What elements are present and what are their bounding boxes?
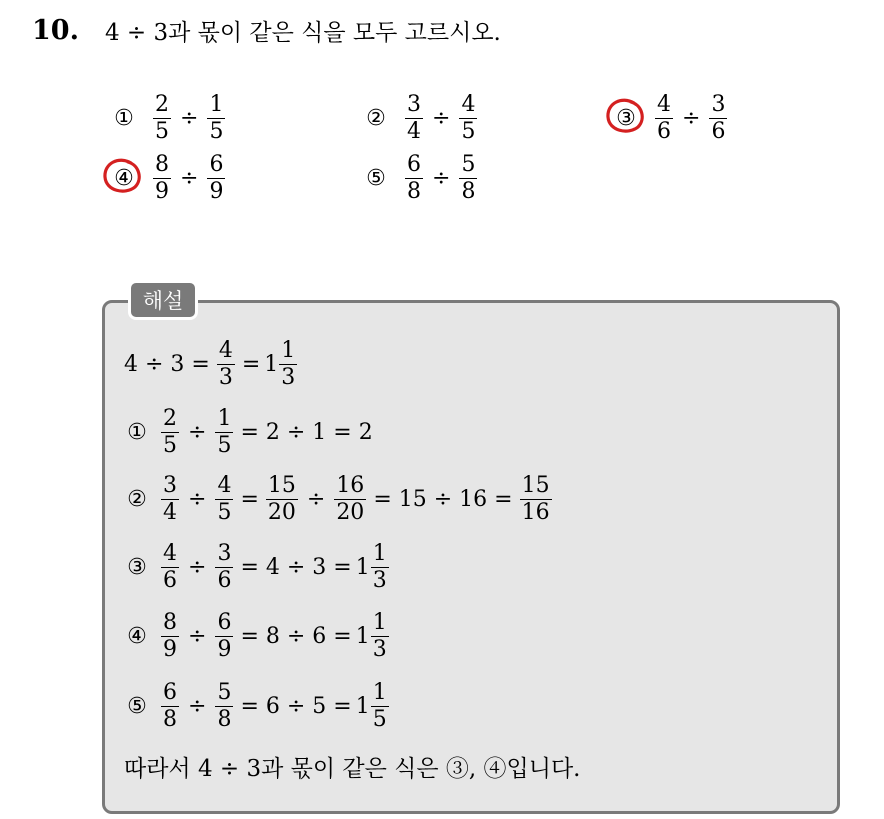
numerator: 4	[218, 338, 233, 363]
fraction	[334, 473, 366, 526]
divide-sign: ÷	[188, 420, 207, 445]
denominator: 3	[372, 568, 387, 593]
divide-sign: ÷	[188, 624, 207, 649]
numerator: 16	[336, 473, 365, 498]
numerator: 1	[372, 680, 387, 705]
fraction	[161, 610, 179, 663]
denominator: 5	[209, 119, 224, 144]
choice-2-mark: ②	[366, 106, 386, 131]
denominator: 5	[372, 707, 387, 732]
whole-part: 1	[264, 352, 279, 377]
solution-line-4	[124, 610, 392, 663]
choice-3[interactable]	[612, 92, 730, 145]
fraction	[459, 92, 477, 145]
denominator: 20	[267, 500, 296, 525]
fraction	[405, 152, 423, 205]
whole-part: 1	[355, 555, 370, 580]
denominator: 4	[407, 119, 421, 144]
equation-text: =	[241, 352, 261, 377]
divide-sign: ÷	[432, 166, 451, 191]
numerator: 15	[267, 473, 296, 498]
divide-sign: ÷	[188, 555, 207, 580]
numerator: 4	[163, 541, 177, 566]
numerator: 5	[217, 680, 232, 705]
fraction	[215, 680, 233, 733]
equation-text: = 4 ÷ 3 =	[240, 555, 352, 580]
fraction	[207, 92, 225, 145]
solution-line-3	[124, 541, 392, 594]
fraction	[217, 338, 235, 391]
fraction	[655, 92, 673, 145]
denominator: 8	[407, 179, 421, 204]
numerator: 15	[521, 473, 550, 498]
choice-1[interactable]	[110, 92, 228, 145]
numerator: 8	[155, 152, 169, 177]
numerator: 6	[407, 152, 421, 177]
choice-5-mark: ⑤	[366, 166, 386, 191]
denominator: 3	[281, 365, 296, 390]
denominator: 3	[372, 637, 387, 662]
problem-number: 10.	[32, 14, 79, 46]
fraction	[459, 152, 477, 205]
equation-text: = 8 ÷ 6 =	[240, 624, 352, 649]
fraction	[161, 541, 179, 594]
mixed-number	[356, 610, 392, 663]
denominator: 5	[163, 433, 177, 458]
numerator: 1	[209, 92, 224, 117]
denominator: 20	[336, 500, 365, 525]
fraction	[520, 473, 552, 526]
denominator: 5	[461, 119, 476, 144]
numerator: 1	[372, 610, 387, 635]
numerator: 6	[209, 152, 224, 177]
denominator: 4	[163, 500, 177, 525]
divide-sign: ÷	[180, 166, 199, 191]
fraction	[153, 152, 171, 205]
denominator: 3	[218, 365, 233, 390]
numerator: 4	[461, 92, 476, 117]
denominator: 8	[461, 179, 476, 204]
choice-4-mark: ④	[114, 166, 134, 191]
denominator: 6	[657, 119, 671, 144]
fraction	[161, 473, 179, 526]
mixed-number	[356, 541, 392, 594]
equation-text: =	[240, 487, 259, 512]
numerator: 1	[372, 541, 387, 566]
numerator: 4	[217, 473, 232, 498]
denominator: 9	[209, 179, 224, 204]
choice-3-mark: ③	[127, 555, 147, 580]
divide-sign: ÷	[682, 106, 701, 131]
choice-5-mark: ⑤	[127, 694, 147, 719]
denominator: 5	[155, 119, 169, 144]
numerator: 6	[217, 610, 232, 635]
whole-part: 1	[355, 624, 370, 649]
numerator: 2	[155, 92, 169, 117]
numerator: 3	[711, 92, 726, 117]
fraction	[371, 680, 389, 733]
fraction	[153, 92, 171, 145]
denominator: 5	[217, 433, 232, 458]
numerator: 6	[163, 680, 177, 705]
solution-line-2	[124, 473, 555, 526]
fraction	[215, 406, 233, 459]
fraction	[161, 406, 179, 459]
numerator: 5	[461, 152, 476, 177]
fraction	[207, 152, 225, 205]
mixed-number	[264, 338, 300, 391]
fraction	[215, 541, 233, 594]
fraction	[279, 338, 297, 391]
numerator: 3	[407, 92, 421, 117]
fraction	[371, 541, 389, 594]
equation-text: = 6 ÷ 5 =	[240, 694, 352, 719]
choice-3-mark: ③	[616, 106, 636, 131]
fraction	[215, 473, 233, 526]
solution-conclusion: 따라서 4 ÷ 3과 몫이 같은 식은 ③, ④입니다.	[124, 756, 581, 782]
denominator: 6	[711, 119, 726, 144]
divide-sign: ÷	[188, 487, 207, 512]
numerator: 3	[163, 473, 177, 498]
mixed-number	[356, 680, 392, 733]
denominator: 9	[163, 637, 177, 662]
equation-text: = 2 ÷ 1 = 2	[240, 420, 373, 445]
equation-text: 4 ÷ 3 =	[124, 352, 210, 377]
choice-1-mark: ①	[127, 420, 147, 445]
denominator: 8	[163, 707, 177, 732]
divide-sign: ÷	[188, 694, 207, 719]
numerator: 1	[281, 338, 296, 363]
divide-sign: ÷	[306, 487, 326, 512]
fraction	[709, 92, 727, 145]
solution-line-1	[124, 406, 377, 459]
problem-question: 4 ÷ 3과 몫이 같은 식을 모두 고르시오.	[104, 19, 501, 46]
problem-header	[32, 10, 501, 50]
denominator: 5	[217, 500, 232, 525]
choice-4-mark: ④	[127, 624, 147, 649]
whole-part: 1	[355, 694, 370, 719]
denominator: 9	[155, 179, 169, 204]
equation-text: = 15 ÷ 16 =	[373, 487, 513, 512]
divide-sign: ÷	[180, 106, 199, 131]
denominator: 8	[217, 707, 232, 732]
fraction	[215, 610, 233, 663]
numerator: 2	[163, 406, 177, 431]
denominator: 9	[217, 637, 232, 662]
denominator: 16	[521, 500, 550, 525]
fraction	[266, 473, 298, 526]
solution-line-5	[124, 680, 392, 733]
denominator: 6	[163, 568, 177, 593]
fraction	[161, 680, 179, 733]
numerator: 3	[217, 541, 232, 566]
divide-sign: ÷	[432, 106, 451, 131]
solution-line-0	[124, 338, 300, 391]
fraction	[405, 92, 423, 145]
numerator: 4	[657, 92, 671, 117]
choice-5[interactable]	[362, 152, 480, 205]
denominator: 6	[217, 568, 232, 593]
solution-tab: 해설	[128, 280, 198, 320]
numerator: 8	[163, 610, 177, 635]
numerator: 1	[217, 406, 232, 431]
fraction	[371, 610, 389, 663]
choice-2[interactable]	[362, 92, 480, 145]
choice-2-mark: ②	[127, 487, 147, 512]
choice-1-mark: ①	[114, 106, 134, 131]
choice-4[interactable]	[110, 152, 228, 205]
